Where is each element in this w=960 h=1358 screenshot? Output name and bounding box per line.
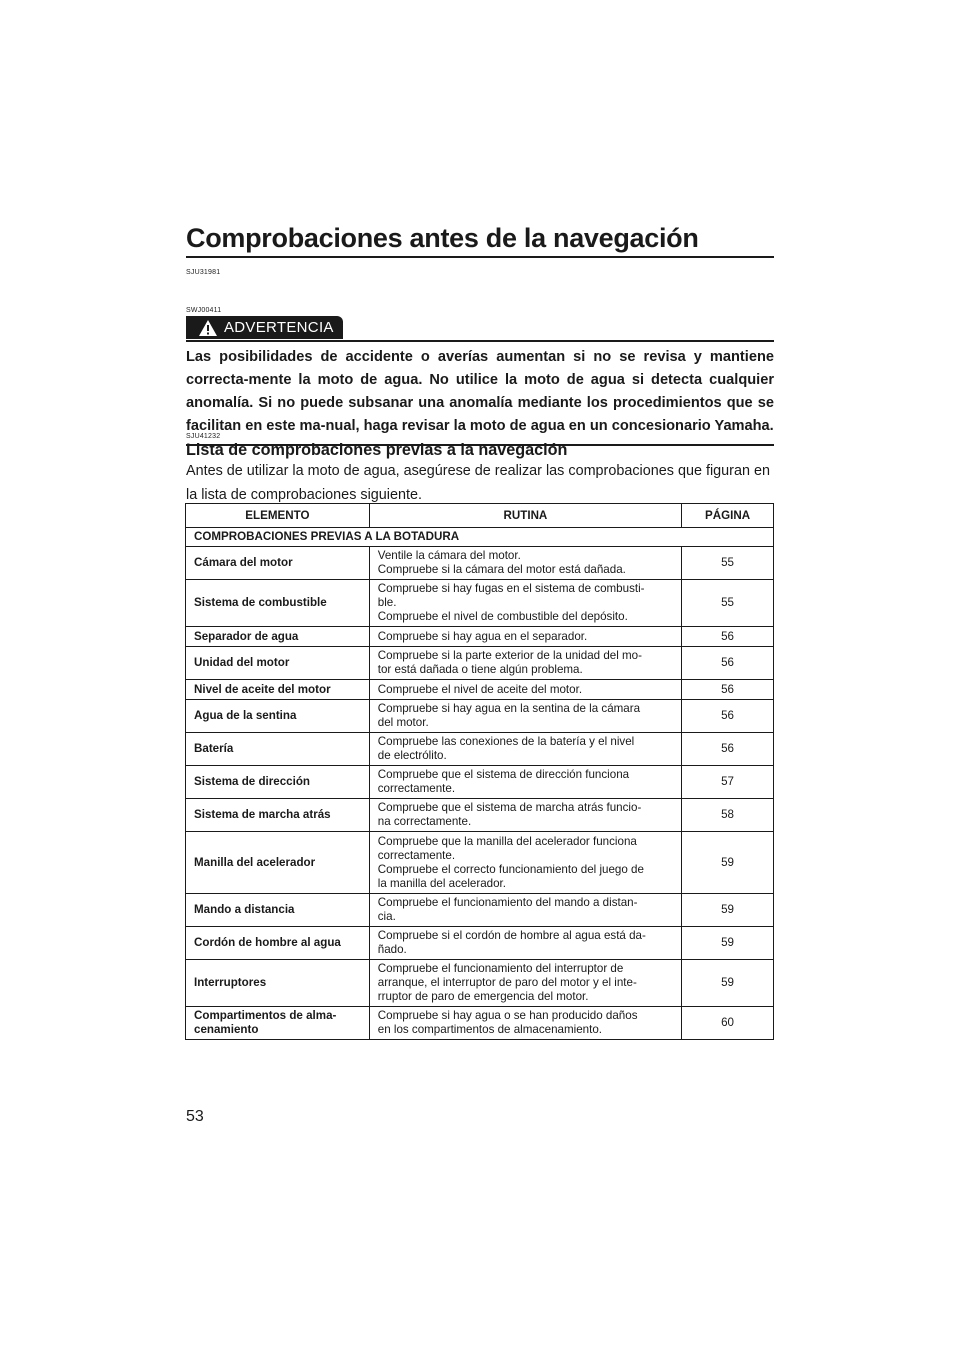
row-page: 60 — [682, 1007, 774, 1040]
warning-label: ADVERTENCIA — [224, 319, 334, 336]
row-element: Sistema de dirección — [186, 766, 370, 799]
row-element: Unidad del motor — [186, 647, 370, 680]
row-element: Sistema de marcha atrás — [186, 799, 370, 832]
row-page: 55 — [682, 580, 774, 627]
row-element: Cámara del motor — [186, 547, 370, 580]
section-title: Lista de comprobaciones previas a la navegación — [186, 441, 568, 459]
table-row — [186, 766, 774, 799]
row-routine: Compruebe el funcionamiento del interruptor de arranque, el interruptor de paro del motor y el inte- rruptor de paro de emergencia del motor. — [369, 960, 681, 1007]
row-routine: Compruebe si hay agua o se han producido daños en los compartimentos de almacenamiento. — [369, 1007, 681, 1040]
row-page: 55 — [682, 547, 774, 580]
table-row — [186, 547, 774, 580]
row-routine: Ventile la cámara del motor. Compruebe si la cámara del motor está dañada. — [369, 547, 681, 580]
row-element: Compartimentos de alma- cenamiento — [186, 1007, 370, 1040]
row-page: 59 — [682, 832, 774, 894]
table-row — [186, 799, 774, 832]
table-row — [186, 580, 774, 627]
row-page: 59 — [682, 894, 774, 927]
row-routine: Compruebe las conexiones de la batería y el nivel de electrólito. — [369, 733, 681, 766]
row-element: Cordón de hombre al agua — [186, 927, 370, 960]
row-element: Sistema de combustible — [186, 580, 370, 627]
warning-badge — [186, 316, 343, 339]
warning-text: Las posibilidades de accidente o averías aumentan si no se revisa y mantiene correcta-mente la moto de agua. No utilice la moto de agua si detecta cualquier anomalía. Si no puede subsanar una anomalía mediante los procedimientos que se facilitan en este ma-nual, haga revisar la moto de agua en un concesionario Yamaha. — [186, 346, 774, 446]
row-page: 59 — [682, 960, 774, 1007]
table-row — [186, 733, 774, 766]
row-routine: Compruebe si la parte exterior de la unidad del mo- tor está dañada o tiene algún problema. — [369, 647, 681, 680]
row-routine: Compruebe que el sistema de marcha atrás funcio- na correctamente. — [369, 799, 681, 832]
warning-header — [186, 316, 774, 342]
row-routine: Compruebe que la manilla del acelerador funciona correctamente. Compruebe el correcto funcionamiento del juego de la manilla del acelerador. — [369, 832, 681, 894]
warning-box — [186, 316, 774, 446]
row-page: 56 — [682, 680, 774, 700]
row-element: Separador de agua — [186, 627, 370, 647]
header-element: ELEMENTO — [186, 504, 370, 528]
row-page: 57 — [682, 766, 774, 799]
table-row — [186, 627, 774, 647]
row-routine: Compruebe si hay fugas en el sistema de combusti- ble. Compruebe el nivel de combustible del depósito. — [369, 580, 681, 627]
row-element: Interruptores — [186, 960, 370, 1007]
warning-triangle-icon — [198, 319, 218, 337]
row-routine: Compruebe si el cordón de hombre al agua está da- ñado. — [369, 927, 681, 960]
row-page: 56 — [682, 647, 774, 680]
checklist-table — [185, 503, 774, 1040]
warning-code: SWJ00411 — [186, 307, 222, 314]
header-page: PÁGINA — [682, 504, 774, 528]
table-row — [186, 832, 774, 894]
row-element: Agua de la sentina — [186, 700, 370, 733]
section-intro: Antes de utilizar la moto de agua, asegúrese de realizar las comprobaciones que figuran en la lista de comprobaciones siguiente. — [186, 463, 770, 503]
table-row — [186, 680, 774, 700]
row-routine: Compruebe si hay agua en el separador. — [369, 627, 681, 647]
row-routine: Compruebe el funcionamiento del mando a distan- cia. — [369, 894, 681, 927]
table-row — [186, 1007, 774, 1040]
section-row-label: COMPROBACIONES PREVIAS A LA BOTADURA — [186, 528, 774, 547]
row-page: 56 — [682, 700, 774, 733]
page-title: Comprobaciones antes de la navegación — [186, 222, 774, 258]
row-page: 56 — [682, 733, 774, 766]
table-row — [186, 647, 774, 680]
row-routine: Compruebe si hay agua en la sentina de la cámara del motor. — [369, 700, 681, 733]
row-element: Mando a distancia — [186, 894, 370, 927]
row-element: Nivel de aceite del motor — [186, 680, 370, 700]
row-routine: Compruebe que el sistema de dirección funciona correctamente. — [369, 766, 681, 799]
row-element: Batería — [186, 733, 370, 766]
section-code: SJU41232 — [186, 433, 221, 440]
table-header-row — [186, 504, 774, 528]
header-routine: RUTINA — [369, 504, 681, 528]
row-page: 58 — [682, 799, 774, 832]
table-section-row — [186, 528, 774, 547]
row-page: 56 — [682, 627, 774, 647]
table-row — [186, 700, 774, 733]
table-row — [186, 927, 774, 960]
doc-code: SJU31981 — [186, 269, 221, 276]
table-row — [186, 894, 774, 927]
page-number: 53 — [186, 1108, 204, 1125]
row-routine: Compruebe el nivel de aceite del motor. — [369, 680, 681, 700]
row-element: Manilla del acelerador — [186, 832, 370, 894]
row-page: 59 — [682, 927, 774, 960]
table-row — [186, 960, 774, 1007]
